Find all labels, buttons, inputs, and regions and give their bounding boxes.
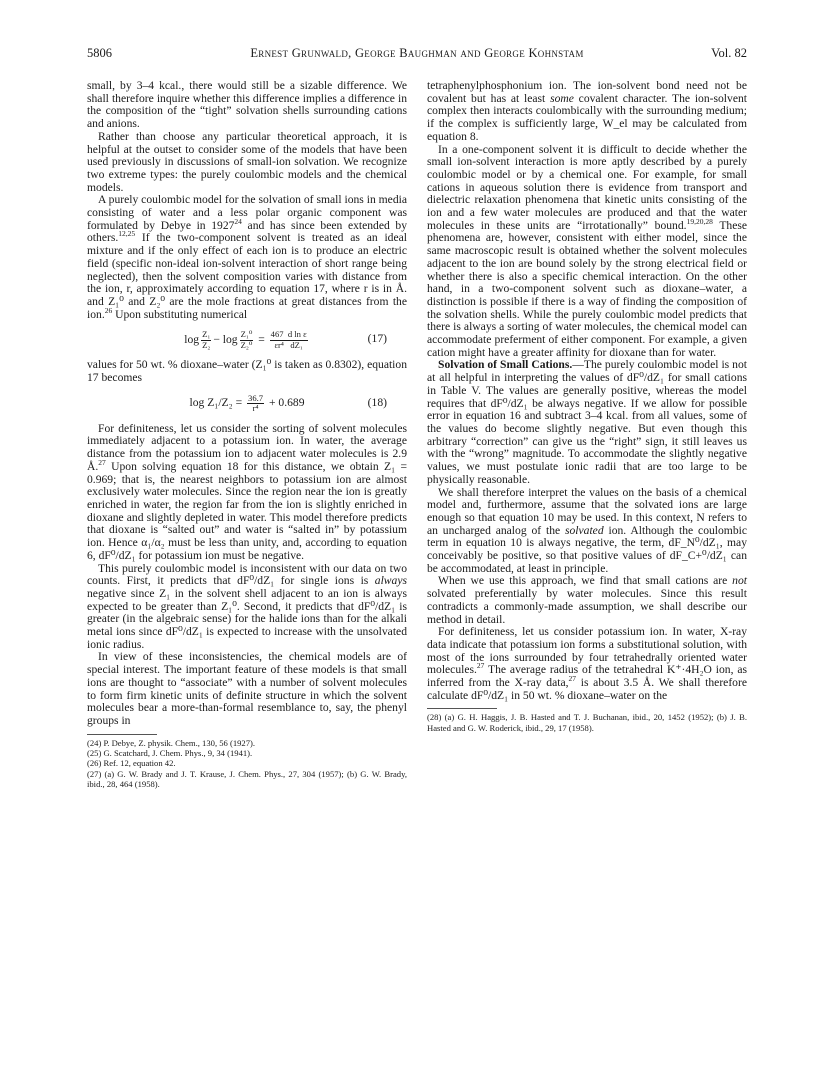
footnote: (26) Ref. 12, equation 42. [87,758,176,769]
section-heading: Solvation of Small Cations. [438,358,573,372]
equation-number: (17) [367,332,387,346]
paragraph: values for 50 wt. % dioxane–water (Z₁⁰ is taken as 0.8302), equation 17 becomes [87,358,407,385]
volume-label: Vol. 82 [711,46,747,60]
paragraph: This purely coulombic model is inconsistent with our data on two counts. First, it predicts that dF⁰/dZ₁ for single ions is always negative since Z₁ in the solvent shell adjacent to an ion is always expected to be greater than Z₁⁰. Second, it predicts that dF⁰/dZ₁ is greater (in the algebraic sense) for the halide ions than for the alkali metal ions since dF⁰/dZ₁ is expected to increase with the unsolvated ionic radius. [87,561,407,651]
equation-18: log Z₁/Z₂ = $\frac{36.7}{\text{r⁴}}$ + 0.689 (18) [189,392,387,414]
citation: 19,20,28 [686,216,713,226]
footnote: (24) P. Debye, Z. physik. Chem., 130, 56 (1927). [87,737,256,748]
citation: 27 [476,661,485,671]
footnotes [427,708,747,733]
footnote: (27) (a) G. W. Brady and J. T. Krause, J. Chem. Phys., 27, 304 (1957); (b) G. W. Brady, ibid., 28, 464 (1958). [87,768,407,790]
citation: 24 [234,216,242,226]
paragraph: small, by 3–4 kcal., there would still be a sizable difference. We shall therefore inquire whether this difference implies a difference in the composition of the “tight” solvation shells surrounding cations and anions. [87,79,407,131]
footnote: (25) G. Scatchard, J. Chem. Phys., 9, 34 (1941). [87,748,253,759]
paragraph: When we use this approach, we find that small cations are not solvated preferentially by water molecules. Since this result contradicts a commonly-made assumption, we shall describe our method in detail. [427,574,747,626]
footnotes [87,734,407,790]
footnote: (28) (a) G. H. Haggis, J. B. Hasted and T. J. Buchanan, ibid., 20, 1452 (1952); (b) J. B. Hasted and G. W. Roderick, ibid., 29, 17 (1958). [427,712,747,733]
running-header [87,46,747,64]
running-authors: Ernest Grunwald, George Baughman and George Kohnstam [250,46,584,60]
paragraph: Solvation of Small Cations.—The purely coulombic model is not at all helpful in interpreting the values of dF⁰/dZ₁ for small cations in Table V. The values are generally positive, whereas the model requires that dF⁰/dZ₁ be always negative. If we allow for possible error in equation 16 and subtract 3–4 kcal. from all values, some of the values do become slightly negative. But even though this arbitrary “correction” can give us the “right” sign, it still leaves us with the “wrong” magnitude. To accommodate the slightly negative values, we must postulate ionic radii that are too large to be physically reasonable. [427,358,747,486]
page-number: 5806 [87,46,112,60]
citation: 12,25 [118,229,136,239]
paragraph: In view of these inconsistencies, the chemical models are of special interest. The important feature of these models is that small ions are thought to “associate” with a number of solvent molecules to form firm kinetic units of definite structure in which the solvent molecules bear a more-than-formal resemblance to, say, the phenyl groups in [87,650,407,727]
paragraph: For definiteness, let us consider potassium ion. In water, X-ray data indicate that potassium ion forms a substitutional solution, with most of the ions surrounded by four tetrahedrally oriented water molecules.$^{27}$ The average radius of the tetrahedral K⁺·4H₂O ion, as inferred from the X-ray data,$^{27}$ is about 3.5 Å. We shall therefore calculate dF⁰/dZ₁ in 50 wt. % dioxane–water on the [427,625,747,702]
paragraph: tetraphenylphosphonium ion. The ion-solvent bond need not be covalent but has at least some covalent character. The ion-solvent complex then interacts coulombically with the surrounding medium; if the complex is sufficiently large, W_el may be calculated from equation 8. [427,79,747,143]
right-column [427,80,747,733]
equation-number: (18) [367,395,387,409]
citation: 27 [568,674,577,684]
paragraph: Rather than choose any particular theoretical approach, it is helpful at the outset to consider some of the models that have been used previously in discussions of small-ion solvation. We recognize two extreme types: the purely coulombic models and the chemical models. [87,129,407,194]
equation-17: log $\frac{\text{Z₁}}{\text{Z₂}}$ − log $\frac{\text{Z₁⁰}}{\text{Z₂⁰}}$ = $\frac{\text{467 d ln ε}}{\text{εr⁴ dZ₁}}$ (17) [184,329,387,350]
paragraph: In a one-component solvent it is difficult to decide whether the small ion-solvent interaction is more aptly described by a purely coulombic model or by a chemical one. For example, for small cations in aqueous solution there is evidence from transport and dielectric relaxation phenomena that kinetic units consisting of the ion and a few water molecules are produced and that the water molecules in these units are “irrotationally” bound.$^{19,20,28}$ These phenomena are, however, consistent with either model, since the same macroscopic result is obtained whether the solvent molecules adjacent to the ion are bound solely by the strong electrical field or whether there is also a specific chemical interaction. On the other hand, in a two-component solvent such as dioxane–water, a distinction is possible if there is a way of finding the composition of the solvation shells. While the purely coulombic model predicts that there is always a sorting of water molecules, the chemical model can accommodate preferment of either component. For example, a given cation might have a greater affinity for dioxane than for water. [427,142,748,359]
paragraph: We shall therefore interpret the values on the basis of a chemical model and, furthermore, assume that the solvated ions are large enough so that equation 10 may be used. In this context, N refers to an uncharged analog of the solvated ion. Although the coulombic term in equation 10 is always negative, the term, dF_N⁰/dZ₁, may conceivably be positive, so that positive values of dF_C+⁰/dZ₁ can be accommodated, at least in principle. [427,485,747,575]
citation: 27 [98,458,106,468]
paragraph: A purely coulombic model for the solvation of small ions in media consisting of water and a less polar organic component was formulated by Debye in 1927$^{24}$ and has since been extended by others.$^{12,25}$ If the two-component solvent is treated as an ideal mixture and if the only effect of each ion is to produce an electric field (specific non-ideal ion-solvent interaction of short range being neglected), then the solvent composition varies with distance from the ion, r, approximately according to equation 17, where r is in Å. and Z₁⁰ and Z₂⁰ are the mole fractions at great distances from the ion.$^{26}$ Upon substituting numerical [87,193,408,321]
paragraph: For definiteness, let us consider the sorting of solvent molecules immediately adjacent to a potassium ion. In water, the average distance from the potassium ion to adjacent water molecules is 2.9 Å.$^{27}$ Upon solving equation 18 for this distance, we obtain Z₁ = 0.969; that is, the nearest neighbors to potassium ion are almost exclusively water molecules. Since the region near the ion is greatly enriched in water, the region far from the ion is slightly enriched in dioxane and slightly depleted in water. This model therefore predicts that dioxane is “salted out” and water is “salted in” by potassium ion. Hence α₁/α₂ must be less than unity, and, according to equation 6, dF⁰/dZ₁ for potassium ion must be negative. [87,421,407,562]
left-column [87,80,407,790]
citation: 26 [104,305,113,315]
